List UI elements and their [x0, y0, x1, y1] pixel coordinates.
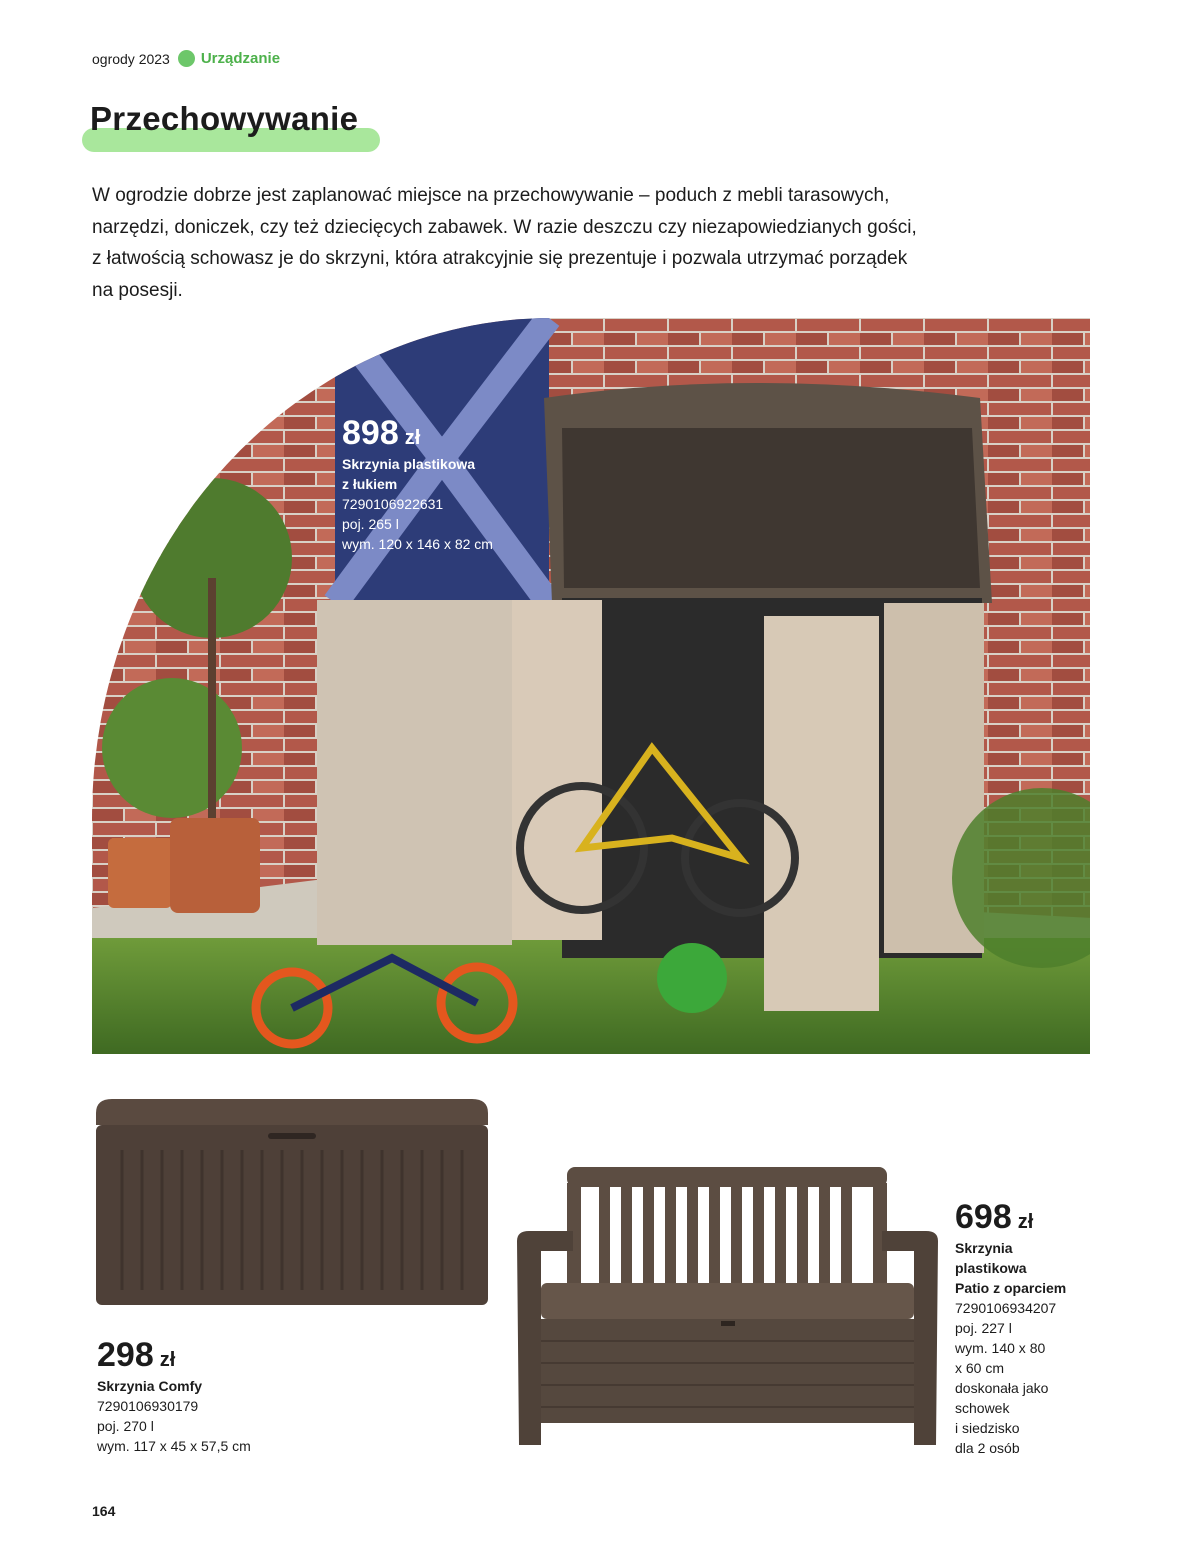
price-amount: 898 — [342, 414, 399, 452]
product-capacity: poj. 265 l — [342, 516, 399, 532]
price-amount: 698 — [955, 1198, 1012, 1236]
product-name: plastikowa — [955, 1260, 1027, 1276]
product-description: i siedzisko — [955, 1420, 1020, 1436]
product-name: Skrzynia plastikowa — [342, 456, 476, 472]
product-ean: 7290106922631 — [342, 496, 444, 512]
intro-paragraph — [92, 180, 1072, 306]
storage-box-image — [92, 1095, 492, 1310]
product-price-block — [955, 1200, 1066, 1458]
product-name: Skrzynia Comfy — [97, 1378, 203, 1394]
product-price-block — [342, 416, 493, 554]
price-tag — [342, 416, 493, 450]
product-dimensions: wym. 120 x 146 x 82 cm — [342, 536, 493, 552]
price-tag — [955, 1200, 1066, 1234]
product-dimensions: x 60 cm — [955, 1360, 1005, 1376]
product-name: Skrzynia — [955, 1240, 1013, 1256]
intro-line: W ogrodzie dobrze jest zaplanować miejsce na przechowywanie – poduch z mebli tarasowych, — [92, 185, 890, 206]
storage-bench-image — [515, 1165, 940, 1450]
product-name: z łukiem — [342, 476, 398, 492]
page-title: Przechowywanie — [90, 100, 359, 137]
intro-line: z łatwością schowasz je do skrzyni, która atrakcyjnie się prezentuje i pozwala utrzymać porządek — [92, 248, 908, 269]
price-tag — [97, 1338, 251, 1372]
product-description: schowek — [955, 1400, 1010, 1416]
product-dimensions: wym. 140 x 80 — [955, 1340, 1046, 1356]
product-price-block — [97, 1338, 251, 1456]
breadcrumb-label: ogrody 2023 — [92, 50, 170, 67]
product-capacity: poj. 227 l — [955, 1320, 1012, 1336]
price-currency: zł — [404, 427, 421, 449]
hero-photo — [92, 318, 1090, 1054]
product-description: doskonała jako — [955, 1380, 1049, 1396]
product-ean: 7290106930179 — [97, 1398, 199, 1414]
storage-shed-illustration — [92, 318, 1090, 1054]
product-capacity: poj. 270 l — [97, 1418, 154, 1434]
section-dot-icon — [178, 50, 195, 67]
product-name: Patio z oparciem — [955, 1280, 1067, 1296]
intro-line: na posesji. — [92, 279, 183, 301]
product-description: dla 2 osób — [955, 1440, 1020, 1456]
page-title-block — [82, 100, 358, 138]
section-label[interactable]: Urządzanie — [200, 50, 281, 67]
product-ean: 7290106934207 — [955, 1300, 1057, 1316]
page-number: 164 — [92, 1503, 116, 1519]
price-currency: zł — [159, 1349, 176, 1371]
breadcrumb — [92, 50, 280, 67]
product-dimensions: wym. 117 x 45 x 57,5 cm — [97, 1438, 251, 1454]
price-currency: zł — [1017, 1211, 1034, 1233]
intro-line: narzędzi, doniczek, czy też dziecięcych zabawek. W razie deszczu czy niezapowiedzianych gości, — [92, 216, 917, 238]
price-amount: 298 — [97, 1336, 154, 1374]
